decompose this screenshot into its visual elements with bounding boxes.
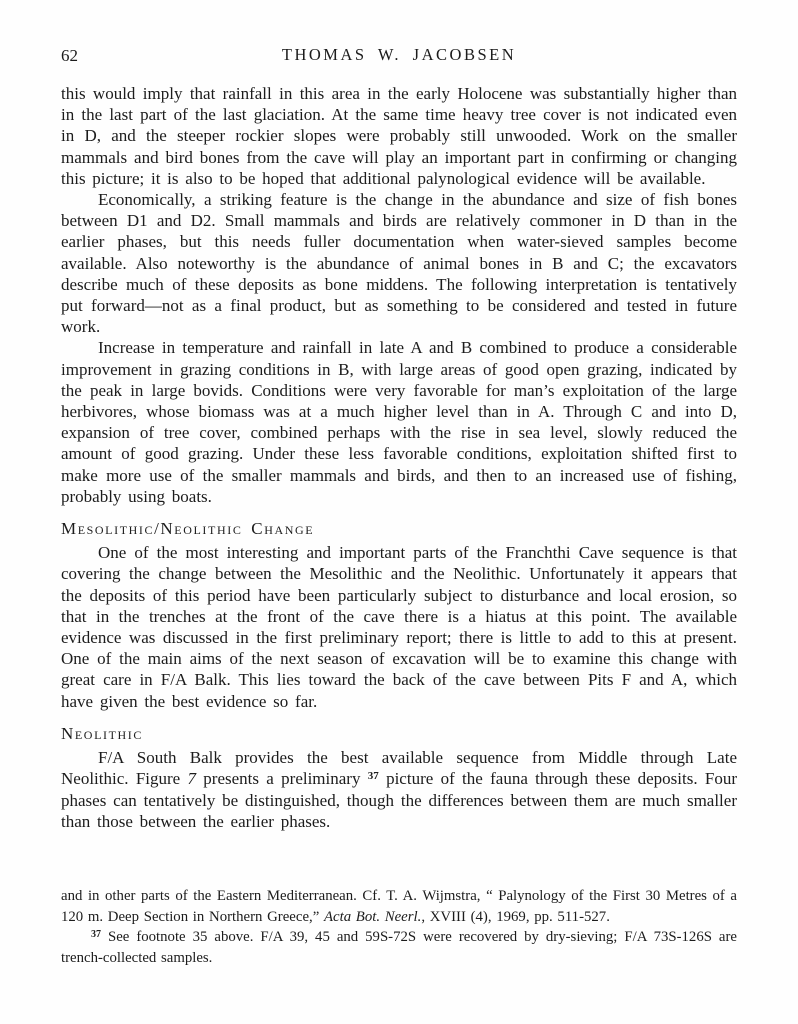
footnotes	[61, 886, 737, 968]
page-header	[61, 45, 737, 67]
page-number: 62	[61, 46, 78, 65]
section-heading-neolithic: Neolithic	[61, 723, 143, 743]
figure-number: 7	[187, 769, 196, 789]
paragraph: Increase in temperature and rainfall in late A and B combined to produce a considerable improvement in grazing conditions in B, with large areas of good open grazing, indicated by the peak in large bovids. Conditions were very favorable for man’s exploitation of the large herbivores, whose biomass was at a much higher level than in A. Through C and into D, expansion of tree cover, combined perhaps with the rise in sea level, slowly reduced the amount of good grazing. Under these less favorable conditions, exploitation shifted first to make more use of the smaller mammals and birds, and then to an increased use of fishing, probably using boats.	[61, 338, 737, 506]
paragraph: this would imply that rainfall in this area in the early Holocene was substantially higher than in the last part of the last glaciation. At the same time heavy tree cover is not indicated even in D, and the steeper rockier slopes were probably still unwooded. Work on the smaller mammals and bird bones from the cave will play an important part in confirming or changing this picture; it is also to be hoped that additional palynological evidence will be available.	[61, 84, 737, 188]
paragraph	[61, 747, 737, 832]
section-heading-mesolithic-neolithic-change: Mesolithic/Neolithic Change	[61, 519, 315, 539]
footnote-text: , XVIII (4), 1969, pp. 511-527.	[421, 908, 610, 925]
paragraph-text: presents a preliminary	[196, 769, 368, 789]
journal-title: Acta Bot. Neerl.	[323, 908, 422, 925]
footnote-37	[61, 927, 737, 968]
page-body	[61, 83, 737, 832]
paragraph-text: F/A South Balk provides the best available sequence from Middle through Late Neolithic. Figure	[61, 748, 737, 789]
footnote-text: and in other parts of the Eastern Mediterranean. Cf. T. A. Wijmstra, “ Palynology of the First 30 Metres of a 120 m. Deep Section in Northern Greece,”	[61, 888, 737, 925]
running-head: THOMAS W. JACOBSEN	[281, 45, 517, 64]
footnote-reference-37: 37	[367, 770, 379, 783]
paragraph-text: picture of the fauna through these deposits. Four phases can tentatively be distinguished, though the differences between them are much smaller than those between the earlier phases.	[61, 769, 737, 831]
footnote-marker-37: 37	[91, 929, 101, 941]
footnote-text: See footnote 35 above. F/A 39, 45 and 59S-72S were recovered by dry-sieving; F/A 73S-126S are trench-collected samples.	[61, 929, 737, 966]
paragraph: One of the most interesting and important parts of the Franchthi Cave sequence is that covering the change between the Mesolithic and the Neolithic. Unfortunately it appears that the deposits of this period have been particularly subject to disturbance and local erosion, so that in the trenches at the front of the cave there is a hiatus at this point. The available evidence was discussed in the first preliminary report; there is little to add to this at present. One of the main aims of the next season of excavation will be to examine this change with great care in F/A Balk. This lies toward the back of the cave between Pits F and A, which have given the best evidence so far.	[61, 543, 737, 711]
footnote-continuation	[61, 886, 737, 927]
paragraph: Economically, a striking feature is the change in the abundance and size of fish bones between D1 and D2. Small mammals and birds are relatively commoner in D than in the earlier phases, but this needs fuller documentation when water-sieved samples become available. Also noteworthy is the abundance of animal bones in B and C; the excavators describe much of these deposits as bone middens. The following interpretation is tentatively put forward—not as a final product, but as something to be considered and tested in future work.	[61, 190, 737, 337]
